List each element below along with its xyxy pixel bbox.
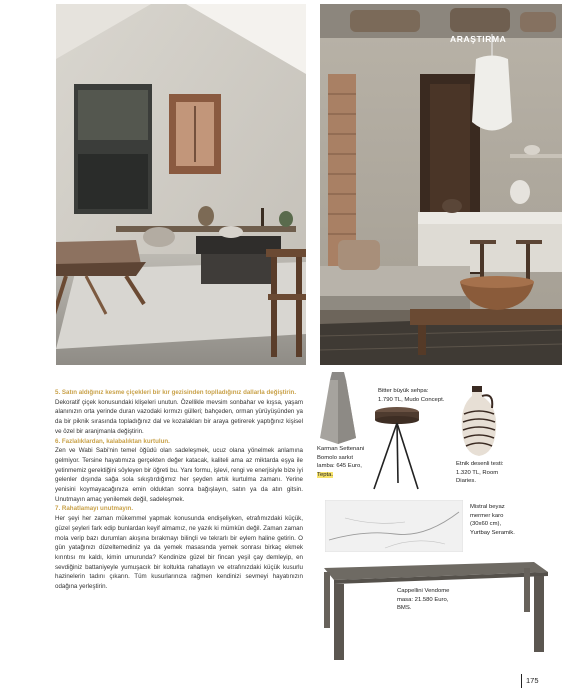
side-table-caption-line: 1.790 TL, Mudo Concept. <box>378 396 445 403</box>
paragraph-tip-5: Dekoratif çiçek konusundaki klişeleri unutun. Özellikle mevsim sonbahar ve kışsa, yaşam alanınızın orta yerinde duran vazodaki kırmızı gülleri; bahçeden, orman yürüyüşünden ya da bir piknik sırasında topladığınız dal ve kozalakları bir araya getirerek yaptığınız kişisel ve özel bir aranjmanla değiştirin. <box>55 398 303 435</box>
marble-tile-product-image <box>325 500 463 552</box>
tile-caption-line: mermer karo <box>470 512 504 519</box>
side-table-caption-line: Bitter büyük sehpa: <box>378 388 429 394</box>
lamp-brand: Tepta. <box>317 471 334 478</box>
tile-caption-line: (30x60 cm), <box>470 521 502 528</box>
vase-caption-line: Diaries. <box>456 478 476 485</box>
dining-table-caption-line: masa: 21.580 Euro, <box>397 596 449 603</box>
lamp-caption-line: Karman Settenani <box>317 446 365 452</box>
lamp-caption-line: lamba: 645 Euro, <box>317 463 362 470</box>
lamp-caption-line: Bomolo sarkıt <box>317 454 354 461</box>
lamp-caption <box>317 445 364 479</box>
kitchen-room-photo <box>320 4 562 365</box>
patterned-jug-product-image <box>458 386 500 458</box>
pendant-lamp-product-image <box>318 372 358 444</box>
living-room-illustration <box>56 4 306 365</box>
side-table-caption <box>378 387 444 404</box>
heading-tip-5: 5. Satın aldığınız kesme çiçekleri bir kır gezisinden toplladığınız dallarla değiştirin. <box>55 389 297 396</box>
paragraph-tip-6: Zen ve Wabi Sabi'nin temel öğüdü olan sadeleşmek, ucuz olana yönelmek anlamına gelmiyor. Tersine hayatımıza gerçekten değer katacak, kaliteli ama az miktarda eşya ile yetinmemiz gerektiğini söyleyen bir öğreti bu. Yanı formu, işlevi, rengi ve enerjisiyle bize iyi gelenler dışında sağa sola sıkıştırdığımız her şeyden artık kurtulma zamanı. Yerine yenisini koymayacağınıza emin olduktan sonra bağışlayın, satın ya da atın gitsin. Unutmayın amaç yenilemek değil, sadeleşmek. <box>55 447 303 503</box>
page-number: 175 <box>526 676 539 685</box>
tile-caption-line: Yurtbay Seramik. <box>470 529 515 536</box>
vase-caption-line: 1.320 TL, Room <box>456 469 499 476</box>
dining-table-caption-line: BMS. <box>397 605 412 612</box>
heading-tip-7: 7. Rahatlamayı unutmayın. <box>55 505 134 513</box>
dining-table-caption <box>397 587 449 613</box>
section-tag: ARAŞTIRMA <box>450 34 507 44</box>
vase-caption <box>456 460 503 486</box>
vase-caption-line: Etnik desenli testi: <box>456 461 504 467</box>
tile-caption <box>470 503 515 537</box>
kitchen-room-illustration <box>320 4 562 365</box>
dining-table-caption-line: Cappellini Vendome <box>397 588 450 594</box>
heading-tip-6: 6. Fazlalıklardan, kalabalıktan kurtulun. <box>55 437 170 445</box>
article-body <box>55 388 303 592</box>
tile-caption-line: Mistral beyaz <box>470 504 505 510</box>
paragraph-tip-7: Her şeyi her zaman mükemmel yapmak konusunda endişeliyken, etrafımızdaki küçük, güzel şeyleri fark edip bunlardan keyif almamız, ne yazık ki mümkün değil. Zaman zaman mola verip bazı durumları akışına bırakmayı bilinçli ve tekrarlı bir eylem haline getirin. O gün yatağınızı düzeltemediniz ya da yemek masasında yemek sonrası birkaç ekmek kırıntısı mı kaldı, kimin umurunda? Kendinize güzel bir fincan yeşil çay demleyip, en sevdiğiniz battaniyeyle yumuşacık bir koltukta rahatlayın ve etrafınızdaki küçük kusurlu hazinelerin tadını çıkarın. Tüm kusurlarınıza rağmen kendinizi sevmeyi hayatınızın odağına yerleştirin. <box>55 515 303 591</box>
living-room-photo <box>56 4 306 365</box>
page-number-divider <box>521 674 522 688</box>
side-table-product-image <box>368 405 426 491</box>
